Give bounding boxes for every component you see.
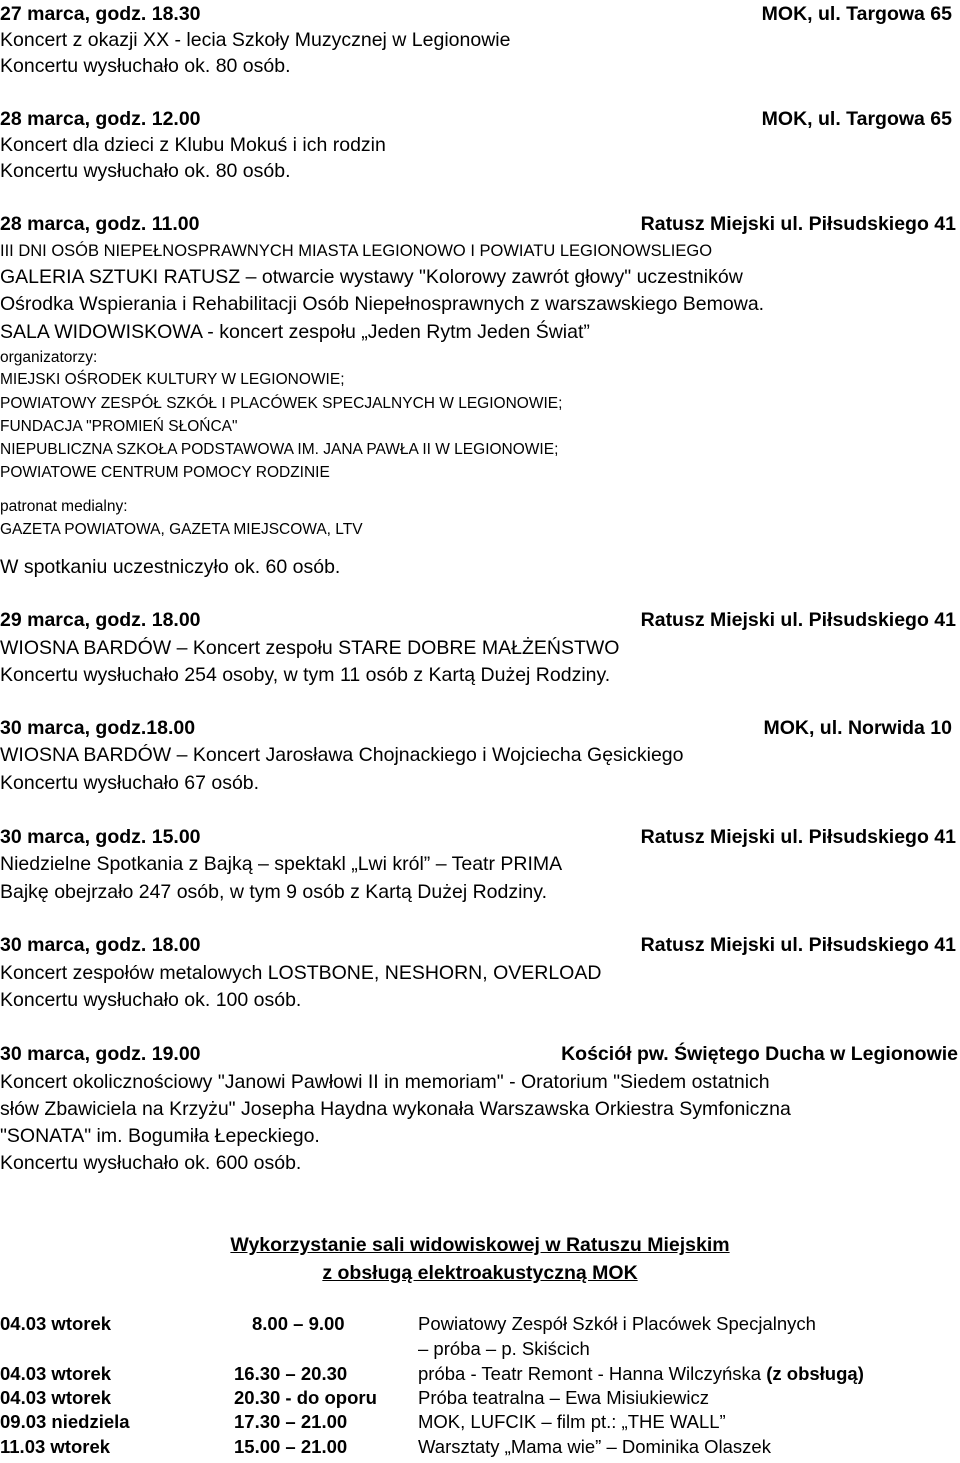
media-label: patronat medialny: [0,498,128,515]
schedule-description: Warsztaty „Mama wie” – Dominika Olaszek [418,1436,771,1457]
event-date: 29 marca, godz. 18.00 [0,609,201,631]
schedule-time: 16.30 – 20.30 [234,1363,348,1384]
schedule-day: 04.03 wtorek [0,1313,112,1334]
organizer-item: MIEJSKI OŚRODEK KULTURY W LEGIONOWIE; [0,371,345,388]
event-description: WIOSNA BARDÓW – Koncert zespołu STARE DOBRE MAŁŻEŃSTWO [0,637,620,659]
schedule-day: 04.03 wtorek [0,1363,112,1384]
event-date: 30 marca, godz. 19.00 [0,1043,201,1065]
schedule-day: 11.03 wtorek [0,1436,111,1457]
schedule-time: 17.30 – 21.00 [234,1411,348,1432]
event-description: GALERIA SZTUKI RATUSZ – otwarcie wystawy "Kolorowy zawrót głowy" uczestników [0,266,743,288]
event-description: Ośrodka Wspierania i Rehabilitacji Osób Niepełnosprawnych z warszawskiego Bemowa. [0,293,765,315]
event-description: WIOSNA BARDÓW – Koncert Jarosława Chojnackiego i Wojciecha Gęsickiego [0,744,684,766]
event-place: MOK, ul. Norwida 10 [763,717,952,739]
event-place: MOK, ul. Targowa 65 [761,108,952,130]
organizer-item: POWIATOWE CENTRUM POMOCY RODZINIE [0,464,330,481]
section-title: Wykorzystanie sali widowiskowej w Ratuszu Miejskim [230,1234,730,1256]
schedule-description [418,1362,864,1386]
section-subtitle: z obsługą elektroakustyczną MOK [322,1262,638,1284]
event-description: Koncert dla dzieci z Klubu Mokuś i ich rodzin [0,134,386,156]
event-attendance: Koncertu wysłuchało ok. 100 osób. [0,989,302,1011]
event-description: Koncert z okazji XX - lecia Szkoły Muzycznej w Legionowie [0,29,511,51]
event-attendance: Koncertu wysłuchało ok. 80 osób. [0,160,291,182]
schedule-time: 15.00 – 21.00 [234,1436,348,1457]
event-place: MOK, ul. Targowa 65 [761,3,952,25]
event-attendance: Koncertu wysłuchało 254 osoby, w tym 11 osób z Kartą Dużej Rodziny. [0,664,611,686]
schedule-time: 20.30 - do oporu [234,1387,377,1408]
event-date: 28 marca, godz. 12.00 [0,108,201,130]
event-description: Niedzielne Spotkania z Bajką – spektakl „Lwi król” – Teatr PRIMA [0,853,563,875]
organizer-item: NIEPUBLICZNA SZKOŁA PODSTAWOWA IM. JANA PAWŁA II W LEGIONOWIE; [0,441,559,458]
schedule-time: 8.00 – 9.00 [252,1313,345,1334]
event-attendance: W spotkaniu uczestniczyło ok. 60 osób. [0,556,341,578]
event-description: słów Zbawiciela na Krzyżu" Josepha Haydna wykonała Warszawska Orkiestra Symfoniczna [0,1098,791,1120]
schedule-description: Powiatowy Zespół Szkół i Placówek Specjalnych [418,1313,816,1334]
event-place: Ratusz Miejski ul. Piłsudskiego 41 [640,934,956,956]
event-date: 27 marca, godz. 18.30 [0,3,201,25]
event-date: 30 marca, godz.18.00 [0,717,196,739]
schedule-description-cont: – próba – p. Skiścich [418,1338,590,1359]
event-heading-caps: III DNI OSÓB NIEPEŁNOSPRAWNYCH MIASTA LEGIONOWO I POWIATU LEGIONOWSLIEGO [0,242,713,260]
event-attendance: Bajkę obejrzało 247 osób, w tym 9 osób z Kartą Dużej Rodziny. [0,881,547,903]
schedule-day: 09.03 niedziela [0,1411,130,1432]
schedule-description: MOK, LUFCIK – film pt.: „THE WALL” [418,1411,726,1432]
schedule-description-text: próba - Teatr Remont - Hanna Wilczyńska [418,1363,767,1384]
event-date: 30 marca, godz. 15.00 [0,826,201,848]
event-attendance: Koncertu wysłuchało ok. 80 osób. [0,55,291,77]
media-list: GAZETA POWIATOWA, GAZETA MIEJSCOWA, LTV [0,521,363,538]
event-date: 30 marca, godz. 18.00 [0,934,201,956]
schedule-day: 04.03 wtorek [0,1387,112,1408]
schedule-description: Próba teatralna – Ewa Misiukiewicz [418,1387,709,1408]
organizer-item: POWIATOWY ZESPÓŁ SZKÓŁ I PLACÓWEK SPECJALNYCH W LEGIONOWIE; [0,395,563,412]
event-description: Koncert okolicznościowy "Janowi Pawłowi II in memoriam" - Oratorium "Siedem ostatnich [0,1071,770,1093]
event-description: Koncert zespołów metalowych LOSTBONE, NESHORN, OVERLOAD [0,962,602,984]
event-description: SALA WIDOWISKOWA - koncert zespołu „Jeden Rytm Jeden Świat” [0,321,590,343]
event-attendance: Koncertu wysłuchało 67 osób. [0,772,260,794]
event-place: Ratusz Miejski ul. Piłsudskiego 41 [640,213,956,235]
event-attendance: Koncertu wysłuchało ok. 600 osób. [0,1152,302,1174]
event-date: 28 marca, godz. 11.00 [0,213,200,235]
schedule-description-bold: (z obsługą) [766,1363,864,1384]
event-place: Ratusz Miejski ul. Piłsudskiego 41 [640,826,956,848]
organizer-item: FUNDACJA "PROMIEŃ SŁOŃCA" [0,418,238,435]
event-place: Kościół pw. Świętego Ducha w Legionowie [561,1043,958,1065]
organizers-label: organizatorzy: [0,349,98,366]
event-description: "SONATA" im. Bogumiła Łepeckiego. [0,1125,320,1147]
event-place: Ratusz Miejski ul. Piłsudskiego 41 [640,609,956,631]
